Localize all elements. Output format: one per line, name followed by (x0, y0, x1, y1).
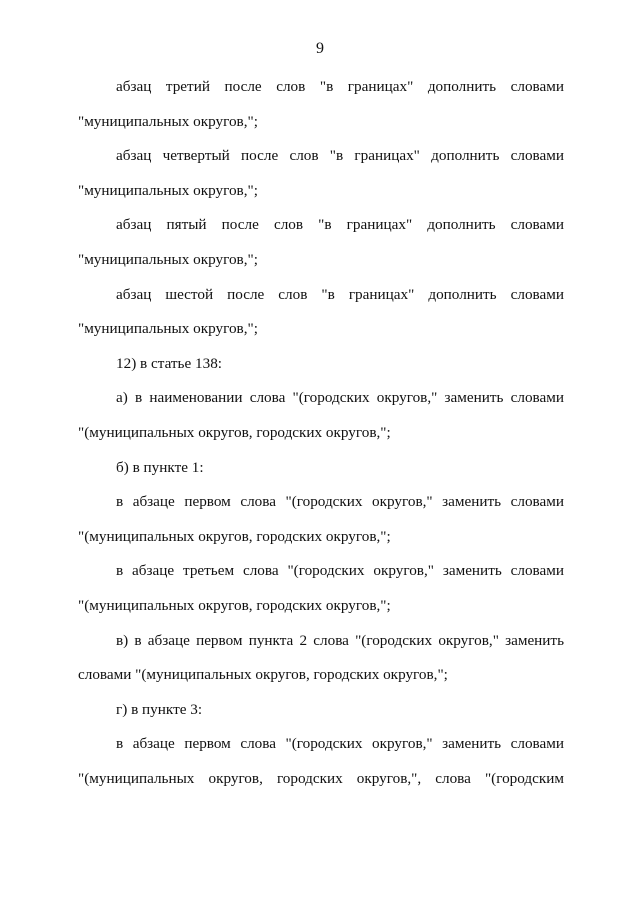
text-line: "(муниципальных округов, городских округов,"; (78, 423, 391, 441)
text-line: "муниципальных округов,"; (78, 112, 258, 130)
text-line: "(муниципальных округов, городских округов,"; (78, 527, 391, 545)
text-line: в абзаце третьем слова "(городских округов," заменить словами (116, 562, 564, 580)
text-line: 12) в статье 138: (116, 354, 223, 372)
document-body (78, 76, 564, 802)
page-number: 9 (316, 40, 324, 57)
text-line: "муниципальных округов,"; (78, 181, 258, 199)
text-line: "муниципальных округов,"; (78, 250, 258, 268)
text-line: "(муниципальных округов, городских округов,", слова "(городским (78, 769, 564, 787)
text-line: "(муниципальных округов, городских округов,"; (78, 596, 391, 614)
text-line: абзац шестой после слов "в границах" дополнить словами (116, 285, 564, 303)
text-line: г) в пункте 3: (116, 700, 203, 718)
text-line: в абзаце первом слова "(городских округов," заменить словами (116, 735, 564, 753)
text-line: в абзаце первом слова "(городских округов," заменить словами (116, 493, 564, 511)
text-line: словами "(муниципальных округов, городских округов,"; (78, 666, 448, 684)
text-line: б) в пункте 1: (116, 458, 204, 476)
text-line: абзац пятый после слов "в границах" дополнить словами (116, 216, 564, 234)
text-line: абзац четвертый после слов "в границах" дополнить словами (116, 147, 564, 165)
text-line: "муниципальных округов,"; (78, 320, 258, 338)
text-line: а) в наименовании слова "(городских округов," заменить словами (116, 389, 564, 407)
text-line: в) в абзаце первом пункта 2 слова "(городских округов," заменить (116, 631, 564, 649)
text-line: абзац третий после слов "в границах" дополнить словами (116, 78, 564, 95)
